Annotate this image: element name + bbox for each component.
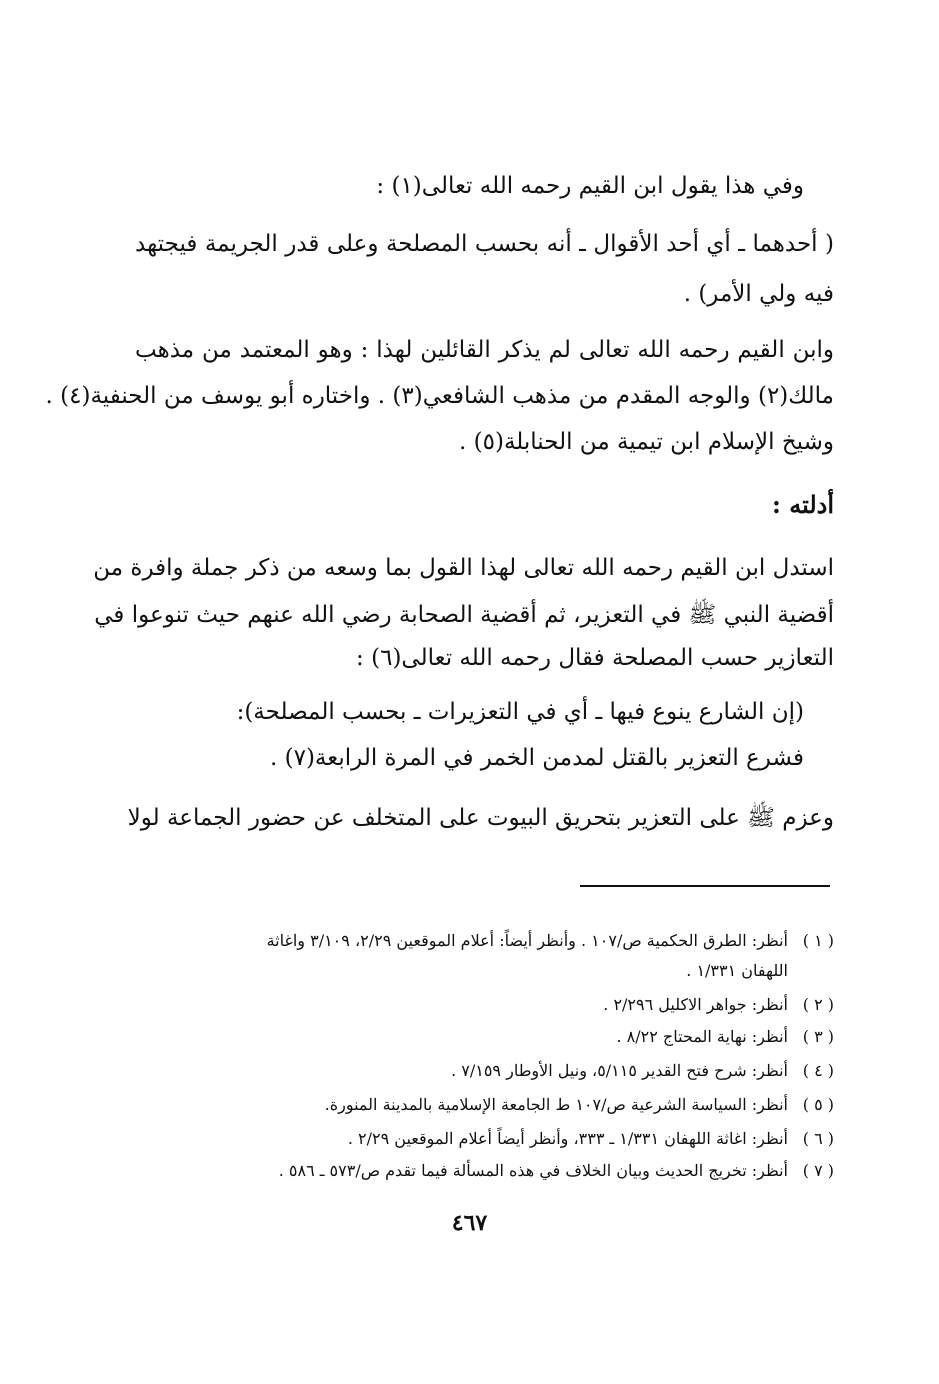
footnote-number: ( ١ ) xyxy=(802,931,834,950)
footnote-text: أنظر: شرح فتح القدير ٥/١١٥، ونيل الأوطار ٧/١٥٩ . xyxy=(451,1061,788,1080)
body-line-12: وعزم ﷺ على التعزير بتحريق البيوت على المتخلف عن حضور الجماعة لولا xyxy=(127,805,834,831)
body-line-7: استدل ابن القيم رحمه الله تعالى لهذا القول بما وسعه من ذكر جملة وافرة من xyxy=(93,555,834,581)
footnote-number: ( ٣ ) xyxy=(802,1027,834,1046)
footnote-text: أنظر: السياسة الشرعية ص/١٠٧ ط الجامعة الإسلامية بالمدينة المنورة. xyxy=(324,1095,788,1114)
body-line-1: وفي هذا يقول ابن القيم رحمه الله تعالى(١) : xyxy=(376,173,804,199)
body-line-6: وشيخ الإسلام ابن تيمية من الحنابلة(٥) . xyxy=(459,429,834,455)
body-line-5: مالك(٢) والوجه المقدم من مذهب الشافعي(٣) . واختاره أبو يوسف من الحنفية(٤) . xyxy=(45,383,834,409)
body-line-9: التعازير حسب المصلحة فقال رحمه الله تعالى(٦) : xyxy=(356,645,834,671)
footnote-1-continuation: اللهفان ١/٣٣١ . xyxy=(686,961,788,980)
footnote-number: ( ٦ ) xyxy=(802,1129,834,1148)
footnote-5 xyxy=(325,1092,834,1118)
footnote-2 xyxy=(603,992,834,1018)
body-line-4: وابن القيم رحمه الله تعالى لم يذكر القائلين لهذا : وهو المعتمد من مذهب xyxy=(135,337,834,363)
footnote-1 xyxy=(267,928,834,954)
footnote-text: أنظر: نهاية المحتاج ٨/٢٢ . xyxy=(616,1027,788,1046)
footnote-4 xyxy=(451,1058,834,1084)
section-heading: أدلته : xyxy=(772,490,834,519)
footnote-number: ( ٧ ) xyxy=(802,1161,834,1180)
footnote-text: أنظر: اغاثة اللهفان ١/٣٣١ ـ ٣٣٣، وأنظر أيضاً أعلام الموقعين ٢/٢٩ . xyxy=(347,1129,788,1148)
body-line-8: أقضية النبي ﷺ في التعزير، ثم أقضية الصحابة رضي الله عنهم حيث تنوعوا في xyxy=(94,602,834,628)
quote-line-1: (إن الشارع ينوع فيها ـ أي في التعزيرات ـ بحسب المصلحة): xyxy=(236,699,804,725)
footnote-7 xyxy=(279,1158,834,1184)
footnote-number: ( ٤ ) xyxy=(802,1061,834,1080)
footnote-text: أنظر: جواهر الاكليل ٢/٢٩٦ . xyxy=(603,995,788,1014)
page-number: ٤٦٧ xyxy=(451,1210,488,1236)
footnote-text: أنظر: تخريج الحديث وبيان الخلاف في هذه المسألة فيما تقدم ص/٥٧٣ ـ ٥٨٦ . xyxy=(278,1161,788,1180)
footnote-divider xyxy=(580,885,830,887)
body-line-2: ( أحدهما ـ أي أحد الأقوال ـ أنه بحسب المصلحة وعلى قدر الجريمة فيجتهد xyxy=(135,231,834,257)
quote-line-2: فشرع التعزير بالقتل لمدمن الخمر في المرة الرابعة(٧) . xyxy=(269,745,804,771)
footnote-number: ( ٥ ) xyxy=(802,1095,834,1114)
footnote-text: أنظر: الطرق الحكمية ص/١٠٧ . وأنظر أيضاً: أعلام الموقعين ٢/٢٩، ٣/١٠٩ واغاثة xyxy=(266,931,788,950)
footnote-3 xyxy=(616,1024,834,1050)
body-line-3: فيه ولي الأمر) . xyxy=(683,281,834,307)
footnote-number: ( ٢ ) xyxy=(802,995,834,1014)
footnote-6 xyxy=(348,1126,834,1152)
